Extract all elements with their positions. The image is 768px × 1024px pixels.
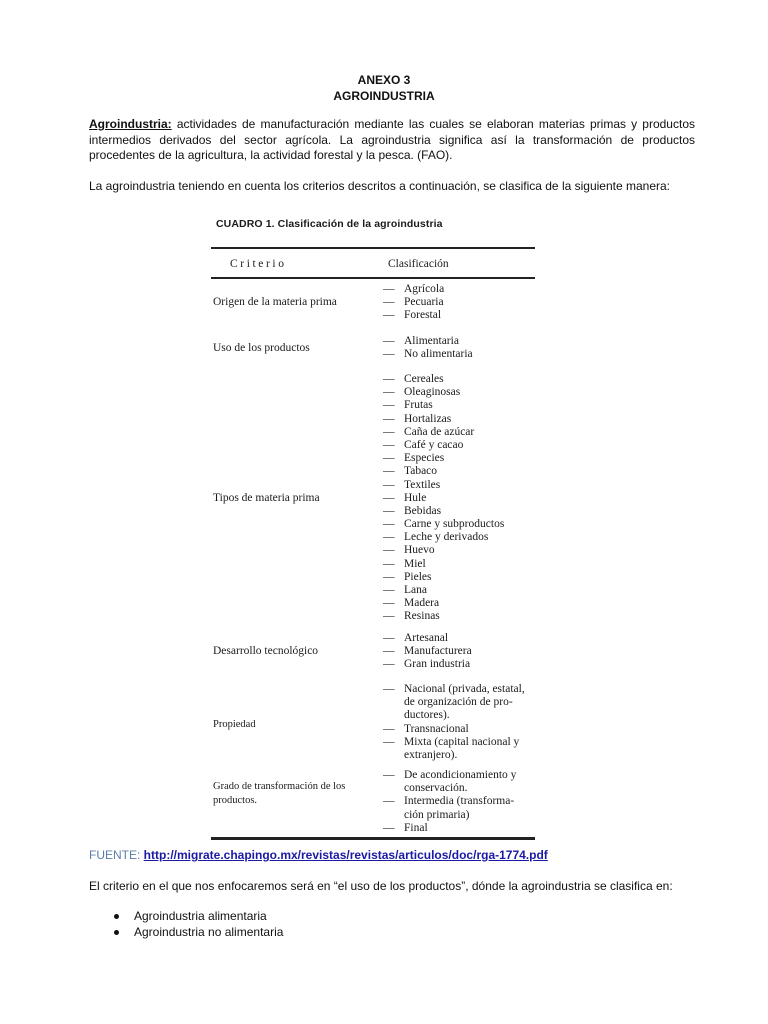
list-item: — Hortalizas <box>383 413 504 426</box>
criterio-tipos: Tipos de materia prima <box>213 492 320 504</box>
list-item: conservación. <box>404 782 468 795</box>
list-item: — Artesanal <box>383 632 472 645</box>
page-title: AGROINDUSTRIA <box>333 89 435 103</box>
list-item: — Lana <box>383 584 504 597</box>
list-item: — Mixta (capital nacional y <box>383 736 525 749</box>
classification-table <box>203 210 543 845</box>
list-item: — Intermedia (transforma- <box>383 795 516 808</box>
list-item: — Gran industria <box>383 658 472 671</box>
table-rule-top <box>211 247 535 249</box>
list-item: Agroindustria no alimentaria <box>113 925 283 941</box>
clasificacion-propiedad <box>383 683 525 762</box>
list-item: — Miel <box>383 558 504 571</box>
list-item: — Hule <box>383 492 504 505</box>
source-line <box>89 848 548 862</box>
list-item: Agroindustria alimentaria <box>113 909 283 925</box>
column-header-clasificacion: Clasificación <box>388 258 449 270</box>
list-item: — Pieles <box>383 571 504 584</box>
closing-paragraph: El criterio en el que nos enfocaremos será en “el uso de los productos”, dónde la agroindustria se clasifica en: <box>89 879 673 893</box>
criterio-uso: Uso de los productos <box>213 342 310 354</box>
criteria-intro-text: La agroindustria teniendo en cuenta los criterios descritos a continuación, se clasifica de la siguiente manera: <box>89 179 671 193</box>
source-link[interactable]: http://migrate.chapingo.mx/revistas/revistas/articulos/doc/rga-1774.pdf <box>143 848 548 862</box>
list-item: — Frutas <box>383 399 504 412</box>
criterio-desarrollo: Desarrollo tecnológico <box>213 645 319 657</box>
list-item: — Huevo <box>383 544 504 557</box>
clasificacion-desarrollo <box>383 632 472 672</box>
criterio-grado: Grado de transformación de los productos. <box>213 781 346 806</box>
definition-term: Agroindustria: <box>89 117 172 131</box>
list-item: — Café y cacao <box>383 439 504 452</box>
definition-text: actividades de manufacturación mediante las cuales se elaboran materias primas y productos intermedios derivados del sector agrícola. La agroindustria significa así la transformación de productos procedentes de la agricultura, la actividad forestal y la pesca. (FAO). <box>89 117 695 162</box>
list-item: — Especies <box>383 452 504 465</box>
list-item: — Forestal <box>383 309 444 322</box>
clasificacion-grado <box>383 769 516 835</box>
table-rule-bottom <box>211 837 535 840</box>
list-item: de organización de pro- <box>404 696 513 709</box>
clasificacion-origen <box>383 283 444 323</box>
list-item: extranjero). <box>404 748 458 761</box>
list-item: — Manufacturera <box>383 645 472 658</box>
list-item: ción primaria) <box>404 808 470 821</box>
list-item: — Madera <box>383 597 504 610</box>
list-item: — Tabaco <box>383 465 504 478</box>
clasificacion-tipos <box>383 373 504 624</box>
annex-number: ANEXO 3 <box>357 73 411 87</box>
list-item: — No alimentaria <box>383 348 473 361</box>
definition-paragraph <box>89 117 695 164</box>
list-item: — Nacional (privada, estatal, <box>383 683 525 696</box>
list-item: — Transnacional <box>383 723 525 736</box>
table-rule-header <box>211 277 535 279</box>
list-item: — Leche y derivados <box>383 531 504 544</box>
criterio-propiedad: Propiedad <box>213 719 256 730</box>
criterio-origen: Origen de la materia prima <box>213 296 337 308</box>
list-item: — Pecuaria <box>383 296 444 309</box>
list-item: — Agrícola <box>383 283 444 296</box>
list-item: — Carne y subproductos <box>383 518 504 531</box>
list-item: — Final <box>383 822 516 835</box>
list-item: — Oleaginosas <box>383 386 504 399</box>
clasificacion-uso <box>383 335 473 361</box>
list-item: — Resinas <box>383 610 504 623</box>
list-item: — Bebidas <box>383 505 504 518</box>
source-label: FUENTE: <box>89 848 144 862</box>
list-item: — De acondicionamiento y <box>383 769 516 782</box>
list-item: — Cereales <box>383 373 504 386</box>
column-header-criterio: Criterio <box>230 258 287 270</box>
list-item: — Caña de azúcar <box>383 426 504 439</box>
list-item: — Alimentaria <box>383 335 473 348</box>
list-item: — Textiles <box>383 479 504 492</box>
list-item: ductores). <box>404 709 450 722</box>
bullet-list <box>113 909 283 940</box>
table-caption: CUADRO 1. Clasificación de la agroindustria <box>216 218 443 230</box>
